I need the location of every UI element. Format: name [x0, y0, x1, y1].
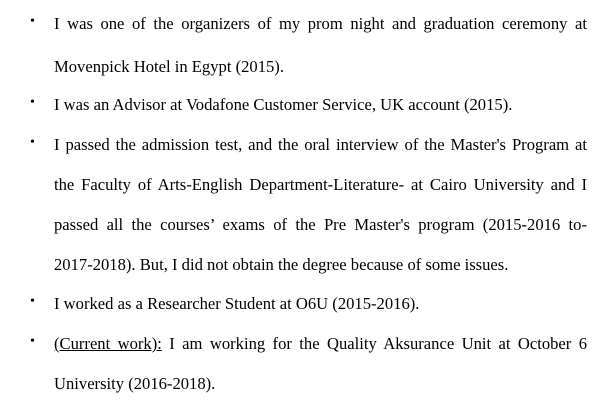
- bullet-icon: •: [30, 294, 35, 309]
- list-item-line: the Faculty of Arts-English Department-Literature- at Cairo University and I: [54, 175, 587, 194]
- bullet-icon: •: [30, 95, 35, 110]
- current-work-label: (Current work):: [54, 334, 162, 353]
- list-item-line: University (2016-2018).: [54, 374, 216, 393]
- list-item-line: passed all the courses’ exams of the Pre Master's program (2015-2016 to-: [54, 215, 587, 234]
- list-item-line: I was an Advisor at Vodafone Customer Service, UK account (2015).: [54, 95, 513, 114]
- list-item-line: I was one of the organizers of my prom night and graduation ceremony at: [54, 14, 587, 33]
- bullet-icon: •: [30, 14, 35, 29]
- list-item-line: Movenpick Hotel in Egypt (2015).: [54, 57, 284, 76]
- bullet-icon: •: [30, 334, 35, 349]
- list-item-line: 2017-2018). But, I did not obtain the degree because of some issues.: [54, 255, 509, 274]
- bullet-icon: •: [30, 135, 35, 150]
- list-item-line: [54, 334, 587, 354]
- list-item-line: I passed the admission test, and the oral interview of the Master's Program at: [54, 135, 587, 154]
- list-item-line-rest: I am working for the Quality Aksurance Unit at October 6: [161, 334, 587, 353]
- list-item-line: I worked as a Researcher Student at O6U (2015-2016).: [54, 294, 420, 313]
